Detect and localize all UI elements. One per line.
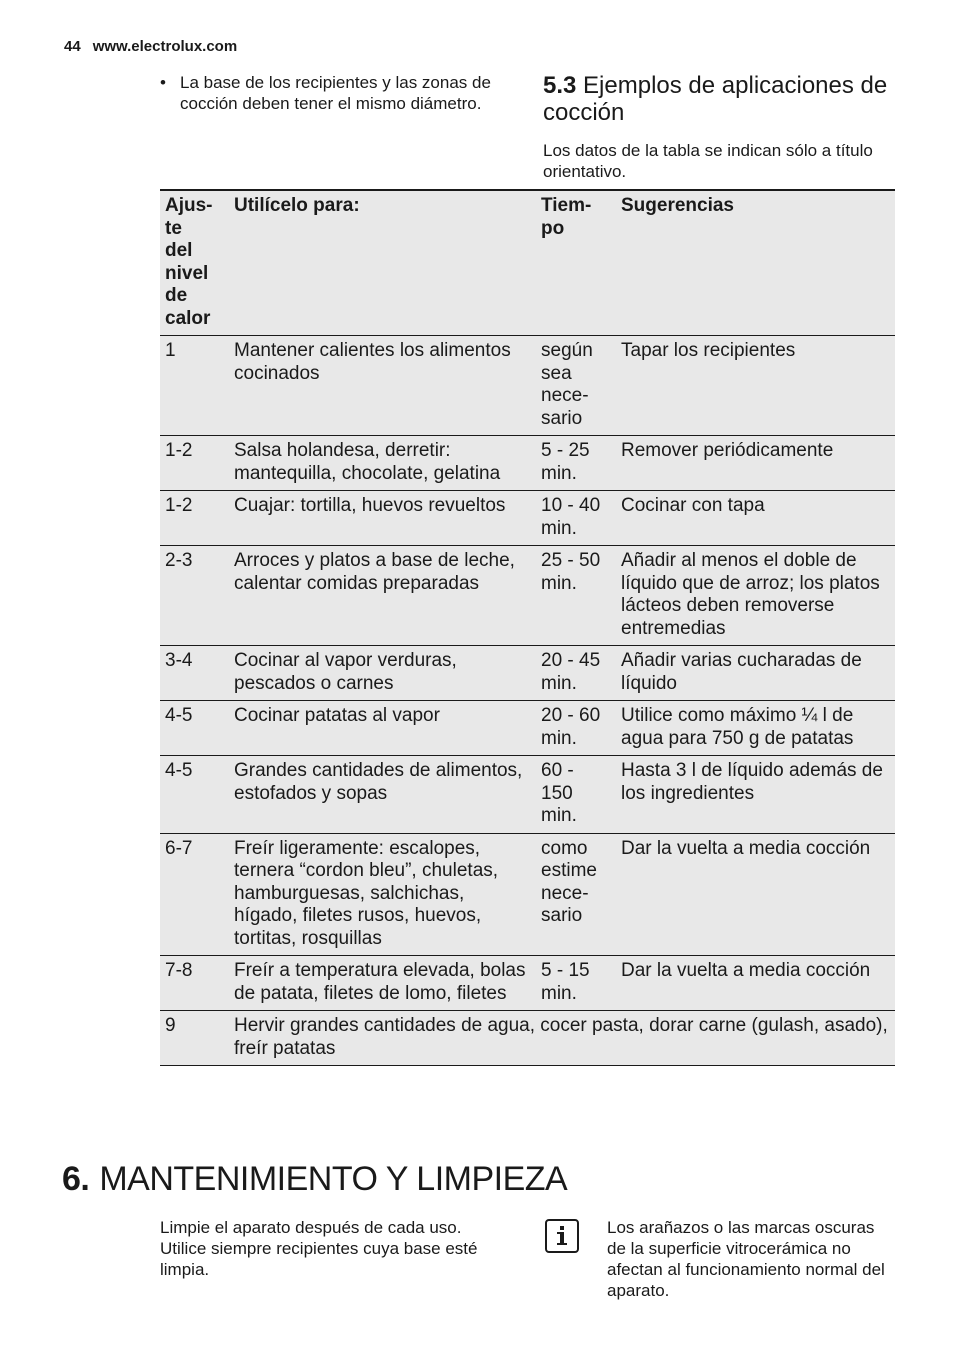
table-row [160, 436, 895, 491]
bullet-text: La base de los recipientes y las zonas de cocción deben tener el mismo diámetro. [180, 73, 491, 113]
section-number: 5.3 [543, 72, 577, 99]
cell-time: 25 - 50 min. [536, 546, 616, 646]
section-title-text: Ejemplos de aplicaciones de cocción [543, 72, 888, 126]
chapter-number: 6. [62, 1160, 90, 1198]
maintenance-paragraph: Limpie el aparato después de cada uso. Utilice siempre recipientes cuya base esté limpia. [160, 1218, 478, 1279]
info-note-text: Los arañazos o las marcas oscuras de la superficie vitrocerámica no afectan al funcionamiento normal del aparato. [607, 1218, 885, 1300]
cell-level: 1-2 [160, 491, 229, 546]
table-row [160, 756, 895, 834]
section-note: Los datos de la tabla se indican sólo a título orientativo. [543, 141, 873, 181]
cooking-table [160, 189, 895, 1066]
cell-tip: Añadir varias cucharadas de líquido [616, 646, 895, 701]
cell-time: según sea nece- sario [536, 336, 616, 436]
cell-level: 9 [160, 1011, 229, 1066]
table-row [160, 491, 895, 546]
info-icon [545, 1219, 579, 1253]
cell-use: Mantener calientes los alimentos cocinados [229, 336, 536, 436]
table-row [160, 956, 895, 1011]
cell-tip: Hasta 3 l de líquido además de los ingredientes [616, 756, 895, 834]
cell-use: Arroces y platos a base de leche, calentar comidas preparadas [229, 546, 536, 646]
bullet-item [160, 72, 510, 114]
cell-use: Grandes cantidades de alimentos, estofados y sopas [229, 756, 536, 834]
cell-use: Cocinar al vapor verduras, pescados o carnes [229, 646, 536, 701]
cell-tip: Remover periódicamente [616, 436, 895, 491]
cell-use-spanning: Hervir grandes cantidades de agua, cocer pasta, dorar carne (gulash, asado), freír patatas [229, 1011, 895, 1066]
cell-time: como estime nece- sario [536, 833, 616, 956]
cell-time: 60 - 150 min. [536, 756, 616, 834]
table-row [160, 701, 895, 756]
website-link[interactable]: www.electrolux.com [92, 38, 238, 55]
cell-level: 3-4 [160, 646, 229, 701]
cell-level: 6-7 [160, 833, 229, 956]
cell-use: Cocinar patatas al vapor [229, 701, 536, 756]
table-row-last [160, 1011, 895, 1066]
cell-level: 1 [160, 336, 229, 436]
cell-time: 5 - 25 min. [536, 436, 616, 491]
cell-time: 5 - 15 min. [536, 956, 616, 1011]
cell-time: 20 - 45 min. [536, 646, 616, 701]
table-header-row [160, 190, 895, 336]
cell-level: 7-8 [160, 956, 229, 1011]
section-title [543, 72, 903, 126]
cell-tip: Añadir al menos el doble de líquido que de arroz; los platos lácteos deben removerse entremedias [616, 546, 895, 646]
table-row [160, 833, 895, 956]
header-time: Tiem- po [536, 190, 616, 336]
cell-tip: Dar la vuelta a media cocción [616, 956, 895, 1011]
cell-level: 4-5 [160, 756, 229, 834]
header-tips: Sugerencias [616, 190, 895, 336]
cell-level: 1-2 [160, 436, 229, 491]
header-heat-level: Ajus- te del nivel de calor [160, 190, 229, 336]
cell-time: 20 - 60 min. [536, 701, 616, 756]
cell-level: 2-3 [160, 546, 229, 646]
page-number: 44 [64, 38, 81, 55]
header-use: Utilícelo para: [229, 190, 536, 336]
cell-tip: Utilice como máximo ¼ l de agua para 750 g de patatas [616, 701, 895, 756]
table-row [160, 336, 895, 436]
cell-tip: Dar la vuelta a media cocción [616, 833, 895, 956]
cell-tip: Cocinar con tapa [616, 491, 895, 546]
page-header [64, 38, 237, 55]
chapter-title-text: MANTENIMIENTO Y LIMPIEZA [99, 1160, 568, 1198]
cell-time: 10 - 40 min. [536, 491, 616, 546]
bullet-icon: • [160, 73, 166, 92]
table-row [160, 646, 895, 701]
cell-use: Cuajar: tortilla, huevos revueltos [229, 491, 536, 546]
cell-use: Freír a temperatura elevada, bolas de patata, filetes de lomo, filetes [229, 956, 536, 1011]
cell-use: Salsa holandesa, derretir: mantequilla, chocolate, gelatina [229, 436, 536, 491]
cell-tip: Tapar los recipientes [616, 336, 895, 436]
cell-level: 4-5 [160, 701, 229, 756]
table-row [160, 546, 895, 646]
cell-use: Freír ligeramente: escalopes, ternera “cordon bleu”, chuletas, hamburguesas, salchichas, hígado, filetes rusos, huevos, tortitas, rosquillas [229, 833, 536, 956]
chapter-title [62, 1158, 567, 1200]
